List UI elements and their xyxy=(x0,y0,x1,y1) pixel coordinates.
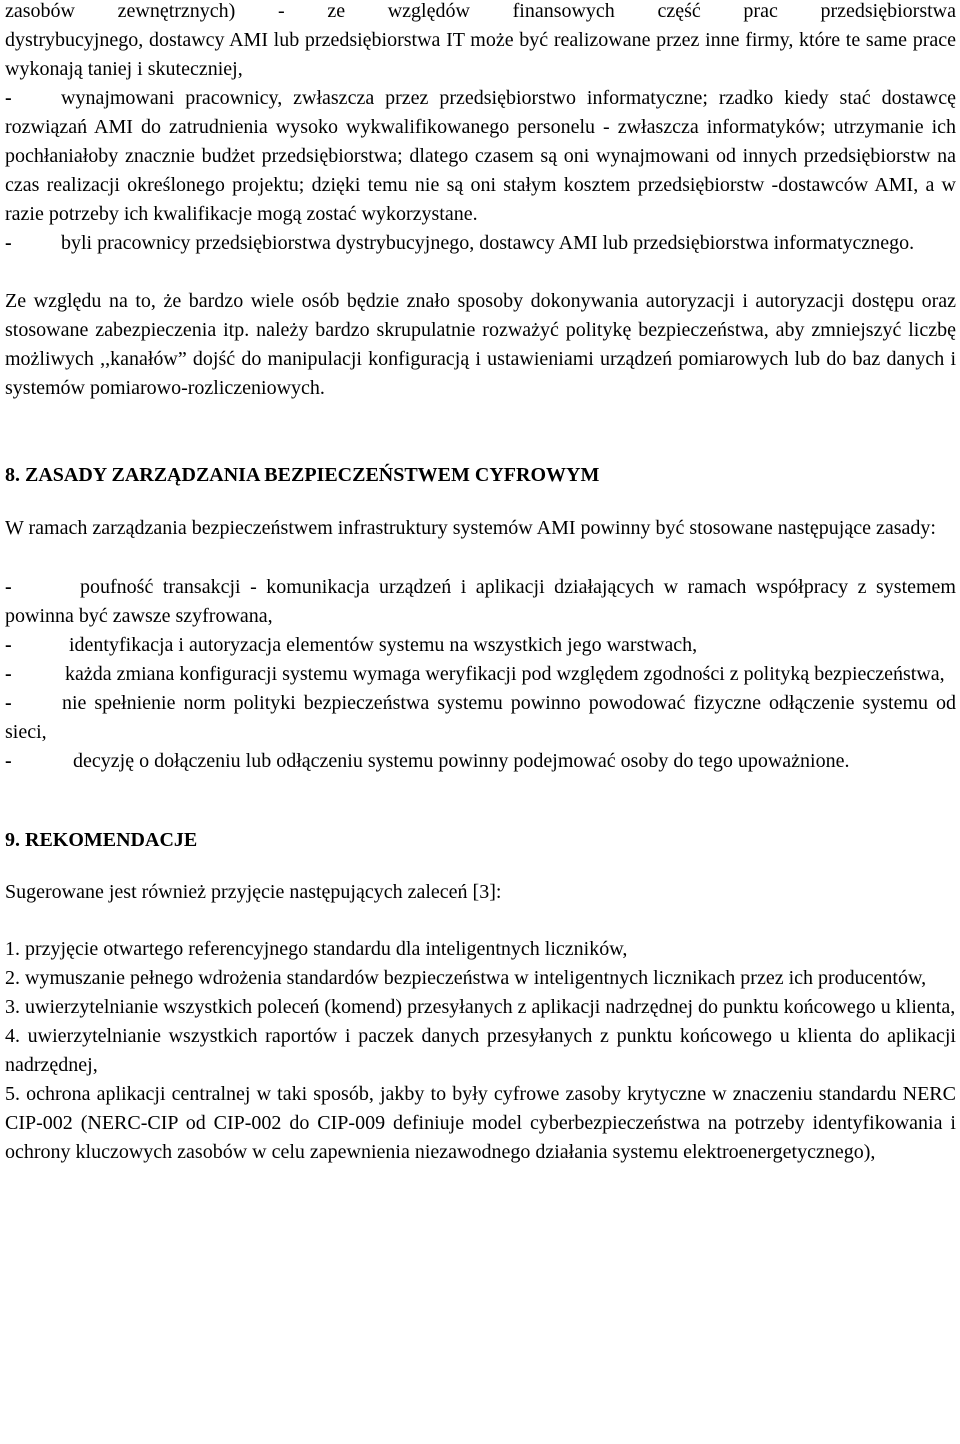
security-policy-paragraph: Ze względu na to, że bardzo wiele osób będzie znało sposoby dokonywania autoryzacji i autoryzacji dostępu oraz stosowane zabezpieczenia itp. należy bardzo skrupulatnie rozważyć politykę bezpieczeństwa, aby zmniejszyć liczbę możliwych ,,kanałów” dojść do manipulacji konfiguracją i ustawieniami urządzeń pomiarowych lub do baz danych i systemów pomiarowo-rozliczeniowych. xyxy=(5,290,956,399)
section-8-intro: W ramach zarządzania bezpieczeństwem infrastruktury systemów AMI powinny być stosowane następujące zasady: xyxy=(5,517,936,539)
continuation-bullet-1-text: wynajmowani pracownicy, zwłaszcza przez przedsiębiorstwo informatyczne; rzadko kiedy stać dostawcę rozwiązań AMI do zatrudnienia wysoko wykwalifikowanego personelu - zwłaszcza informatyków; utrzymanie ich pochłaniałoby znacznie budżet przedsiębiorstwa; dlatego czasem są oni wynajmowani od innych przedsiębiorstw na czas realizacji określonego projektu; dzięki temu nie są oni stałym kosztem przedsiębiorstw -dostawców AMI, a w razie potrzeby ich kwalifikacje mogą zostać wykorzystane. xyxy=(5,87,956,225)
section-9-heading: 9. REKOMENDACJE xyxy=(5,829,198,851)
recommendation-1: 1. przyjęcie otwartego referencyjnego standardu dla inteligentnych liczników, xyxy=(5,938,628,960)
section-8-item-4-text: nie spełnienie norm polityki bezpieczeństwa systemu powinno powodować fizyczne odłączenie systemu od sieci, xyxy=(5,692,956,743)
section-8-item-2-text: identyfikacja i autoryzacja elementów systemu na wszystkich jego warstwach, xyxy=(69,634,698,656)
continuation-bullet-1 xyxy=(5,84,956,229)
section-8-item-3 xyxy=(5,660,956,689)
continuation-bullet-2 xyxy=(5,229,956,258)
recommendation-5: 5. ochrona aplikacji centralnej w taki sposób, jakby to były cyfrowe zasoby krytyczne w znaczeniu standardu NERC CIP-002 (NERC-CIP od CIP-002 do CIP-009 definiuje model cyberbezpieczeństwa na potrzeby identyfikowania i ochrony kluczowych zasobów w celu zapewnienia niezawodnego działania systemu elektroenergetycznego), xyxy=(5,1083,956,1163)
bullet-dash: - xyxy=(5,634,12,656)
section-8-item-2 xyxy=(5,631,956,660)
continuation-intro: dystrybucyjnego, dostawcy AMI lub przedsiębiorstwa IT może być realizowane przez inne firmy, które te same prace wykonają taniej i skuteczniej, xyxy=(5,29,956,80)
section-8-item-3-text: każda zmiana konfiguracji systemu wymaga weryfikacji pod względem zgodności z polityką bezpieczeństwa, xyxy=(65,663,945,685)
section-8-item-1 xyxy=(5,573,956,631)
document-page xyxy=(5,0,956,1167)
section-8-item-1-text: poufność transakcji - komunikacja urządzeń i aplikacji działających w ramach współpracy z systemem powinna być zawsze szyfrowana, xyxy=(5,576,956,627)
recommendation-3: 3. uwierzytelnianie wszystkich poleceń (komend) przesyłanych z aplikacji nadrzędnej do punktu końcowego u klienta, xyxy=(5,996,956,1018)
recommendation-2: 2. wymuszanie pełnego wdrożenia standardów bezpieczeństwa w inteligentnych licznikach przez ich producentów, xyxy=(5,967,927,989)
bullet-dash: - xyxy=(5,692,12,714)
bullet-dash: - xyxy=(5,663,12,685)
section-8-heading: 8. ZASADY ZARZĄDZANIA BEZPIECZEŃSTWEM CYFROWYM xyxy=(5,464,600,486)
section-8-item-5 xyxy=(5,747,956,776)
bullet-dash: - xyxy=(5,750,12,772)
recommendation-4: 4. uwierzytelnianie wszystkich raportów i paczek danych przesyłanych z punktu końcowego u klienta do aplikacji nadrzędnej, xyxy=(5,1025,956,1076)
bullet-dash: - xyxy=(5,87,12,109)
bullet-dash: - xyxy=(5,232,12,254)
bullet-dash: - xyxy=(5,576,12,598)
section-8-item-5-text: decyzję o dołączeniu lub odłączeniu systemu powinny podejmować osoby do tego upoważnione. xyxy=(73,750,850,772)
continuation-intro-line-1: zasobów zewnętrznych) - ze względów finansowych część prac przedsiębiorstwa xyxy=(5,0,956,22)
section-9-intro: Sugerowane jest również przyjęcie następujących zaleceń [3]: xyxy=(5,881,502,903)
section-8-item-4 xyxy=(5,689,956,747)
continuation-bullet-2-text: byli pracownicy przedsiębiorstwa dystrybucyjnego, dostawcy AMI lub przedsiębiorstwa informatycznego. xyxy=(61,232,915,254)
